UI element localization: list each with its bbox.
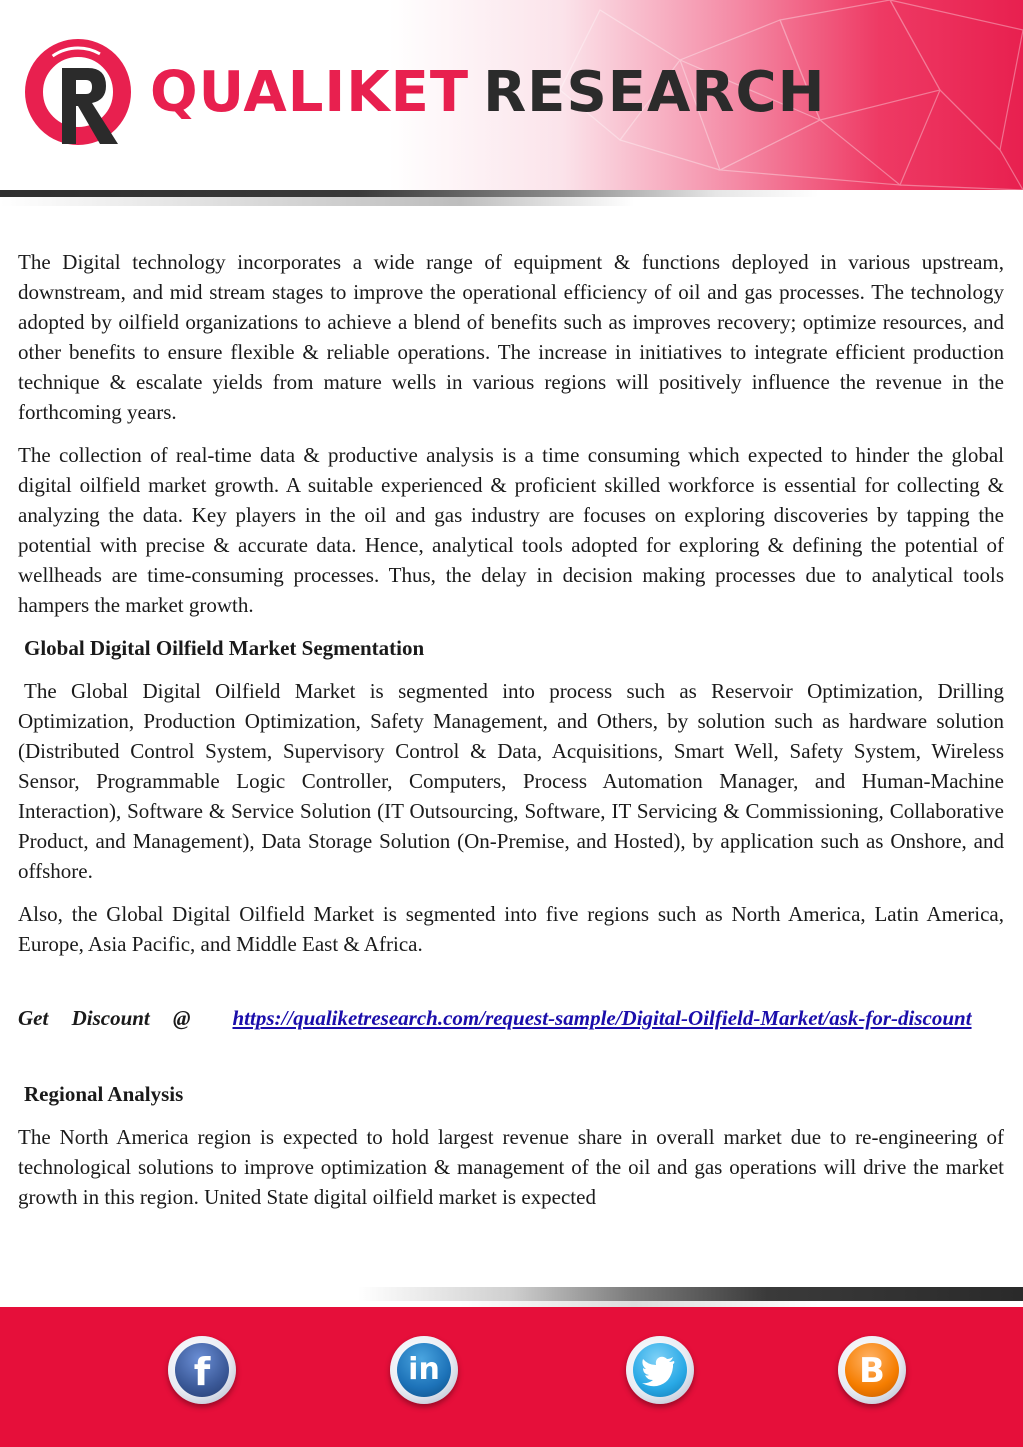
- footer-divider-stripe: [0, 1287, 1023, 1301]
- paragraph-segmentation: The Global Digital Oilfield Market is segmented into process such as Reservoir Optimization, Drilling Optimization, Production Optimization, Safety Management, and Others, by solution such as hardware solution (Distributed Control System, Supervisory Control & Data, Acquisitions, Smart Well, Safety System, Wireless Sensor, Programmable Logic Controller, Computers, Process Automation Manager, and Human-Machine Interaction), Software & Service Solution (IT Outsourcing, Software, IT Servicing & Commissioning, Collaborative Product, and Management), Data Storage Solution (On-Premise, and Hosted), by application such as Onshore, and offshore.: [18, 679, 1004, 883]
- paragraph-regions: Also, the Global Digital Oilfield Market is segmented into five regions such as North America, Latin America, Europe, Asia Pacific, and Middle East & Africa.: [18, 902, 1004, 956]
- linkedin-icon[interactable]: [390, 1336, 458, 1404]
- facebook-icon[interactable]: [168, 1336, 236, 1404]
- discount-link[interactable]: https://qualiketresearch.com/request-sample/Digital-Oilfield-Market/ask-for-discount: [232, 1006, 972, 1030]
- qualiket-logo: [22, 36, 140, 154]
- blogger-glyph: B: [845, 1343, 899, 1397]
- linkedin-glyph: in: [397, 1343, 451, 1397]
- heading-segmentation: Global Digital Oilfield Market Segmentation: [24, 636, 425, 660]
- paragraph-regional: The North America region is expected to hold largest revenue share in overall market due to re-engineering of technological solutions to improve optimization & management of the oil and gas operations will drive the market growth in this region. United State digital oilfield market is expected: [18, 1125, 1004, 1209]
- paragraph-challenges: The collection of real-time data & productive analysis is a time consuming which expected to hinder the global digital oilfield market growth. A suitable experienced & proficient skilled workforce is essential for collecting & analyzing the data. Key players in the oil and gas industry are focuses on exploring discoveries by tapping the potential with precise & accurate data. Hence, analytical tools adopted for exploring & defining the potential of wellheads are time-consuming processes. Thus, the delay in decision making processes due to analytical tools hampers the market growth.: [18, 443, 1004, 617]
- blogger-icon[interactable]: [838, 1336, 906, 1404]
- brand-name-part2: RESEARCH: [483, 60, 826, 125]
- header-divider-stripe-light: [0, 197, 1023, 206]
- discount-label: Get Discount @: [18, 1006, 191, 1030]
- page-header: [0, 0, 1023, 206]
- brand-name-part1: QUALIKET: [150, 60, 470, 125]
- heading-regional-analysis: Regional Analysis: [24, 1082, 184, 1106]
- facebook-glyph: f: [175, 1343, 229, 1397]
- article-body: [18, 247, 1004, 1225]
- header-divider-stripe: [0, 190, 1023, 197]
- brand-name: [150, 62, 825, 124]
- discount-cta: [18, 1003, 1004, 1033]
- paragraph-intro: The Digital technology incorporates a wide range of equipment & functions deployed in various upstream, downstream, and mid stream stages to improve the operational efficiency of oil and gas processes. The technology adopted by oilfield organizations to achieve a blend of benefits such as improves recovery; optimize resources, and other benefits to ensure flexible & reliable operations. The increase in initiatives to integrate efficient production technique & escalate yields from mature wells in various regions will positively influence the revenue in the forthcoming years.: [18, 250, 1004, 424]
- twitter-icon[interactable]: [626, 1336, 694, 1404]
- footer-divider-stripe-light: [0, 1301, 1023, 1307]
- twitter-bird-icon: [633, 1343, 687, 1397]
